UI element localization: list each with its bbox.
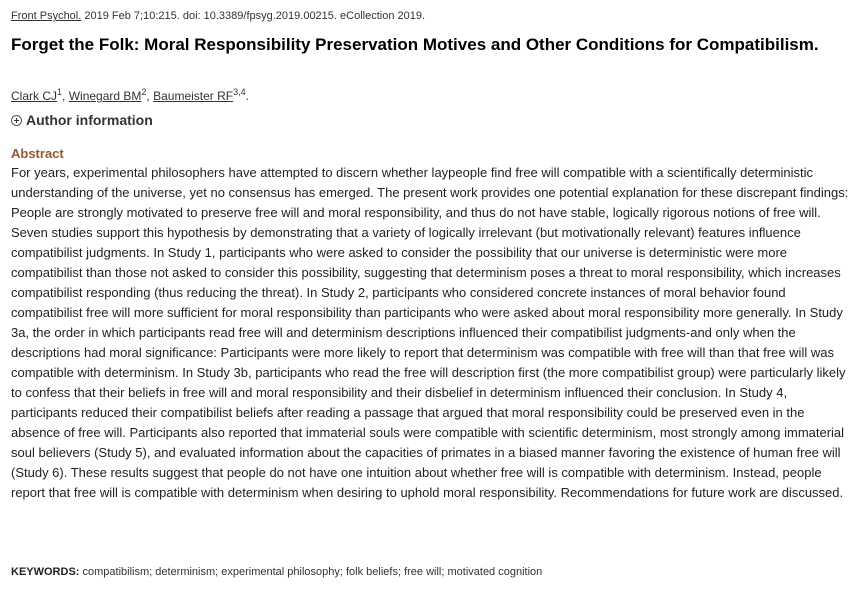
citation-line xyxy=(11,10,425,22)
citation-details: 2019 Feb 7;10:215. doi: 10.3389/fpsyg.2019.00215. eCollection 2019. xyxy=(81,10,426,22)
keywords-label: KEYWORDS: xyxy=(11,566,80,578)
author-link-clark[interactable]: Clark CJ xyxy=(11,89,58,103)
author-link-winegard[interactable]: Winegard BM xyxy=(68,89,142,103)
author-list: Clark $CJ^1$, Winegard $BM^2$, Baumeister RF$^{3,4}$. xyxy=(11,87,249,103)
author-affiliation-2: 2 xyxy=(141,87,147,97)
article-title: Forget the Folk: Moral Responsibility Preservation Motives and Other Conditions for Compatibilism. xyxy=(11,35,819,54)
journal-link[interactable]: Front Psychol. xyxy=(11,10,82,22)
abstract-heading: Abstract xyxy=(11,146,64,161)
abstract-text: For years, experimental philosophers have attempted to discern whether laypeople find free will compatible with a scientifically deterministic understanding of the universe, yet no consensus has emerged. The present work provides one potential explanation for these discrepant findings: People are strongly motivated to preserve free will and moral responsibility, and thus do not have stable, logically rigorous notions of free will. Seven studies support this hypothesis by demonstrating that a variety of logically irrelevant (but motivationally relevant) features influence compatibilist judgments. In Study 1, participants who were asked to consider the possibility that our universe is deterministic were more compatibilist than those not asked to consider this possibility, suggesting that determinism poses a threat to moral responsibility, which increases compatibilist responding (thus reducing the threat). In Study 2, participants who considered concrete instances of moral behavior found compatibilist free will more sufficient for moral responsibility than participants who were asked about moral responsibility more generally. In Study 3a, the order in which participants read free will and determinism descriptions influenced their compatibilist judgments-and only when the descriptions had moral significance: Participants were more likely to report that determinism was compatible with free will than that free will was compatible with determinism. In Study 3b, participants who read the free will description first (the more compatibilist group) were particularly likely to confess that their beliefs in free will and moral responsibility and their disbelief in determinism influenced their conclusion. In Study 4, participants reduced their compatibilist beliefs after reading a passage that argued that moral responsibility could be preserved even in the absence of free will. Participants also reported that immaterial souls were compatible with scientific determinism, most strongly among immaterial soul believers (Study 5), and evaluated information about the capacities of primates in a biased manner favoring the existence of human free will (Study 6). These results suggest that people do not have one intuition about whether free will is compatible with determinism. Instead, people report that free will is compatible with determinism when desiring to uphold moral responsibility. Recommendations for future work are discussed. xyxy=(11,165,849,500)
author-information-label: Author information xyxy=(26,112,153,128)
author-information-toggle[interactable] xyxy=(11,112,153,128)
keywords-line xyxy=(11,566,542,578)
author-link-baumeister[interactable]: Baumeister RF xyxy=(153,89,234,103)
keywords-list: compatibilism; determinism; experimental philosophy; folk beliefs; free will; motivated cognition xyxy=(79,566,543,578)
author-affiliation-1: 1 xyxy=(57,87,63,97)
author-affiliation-3: 3,4 xyxy=(233,87,246,97)
expand-plus-icon[interactable] xyxy=(11,115,22,126)
